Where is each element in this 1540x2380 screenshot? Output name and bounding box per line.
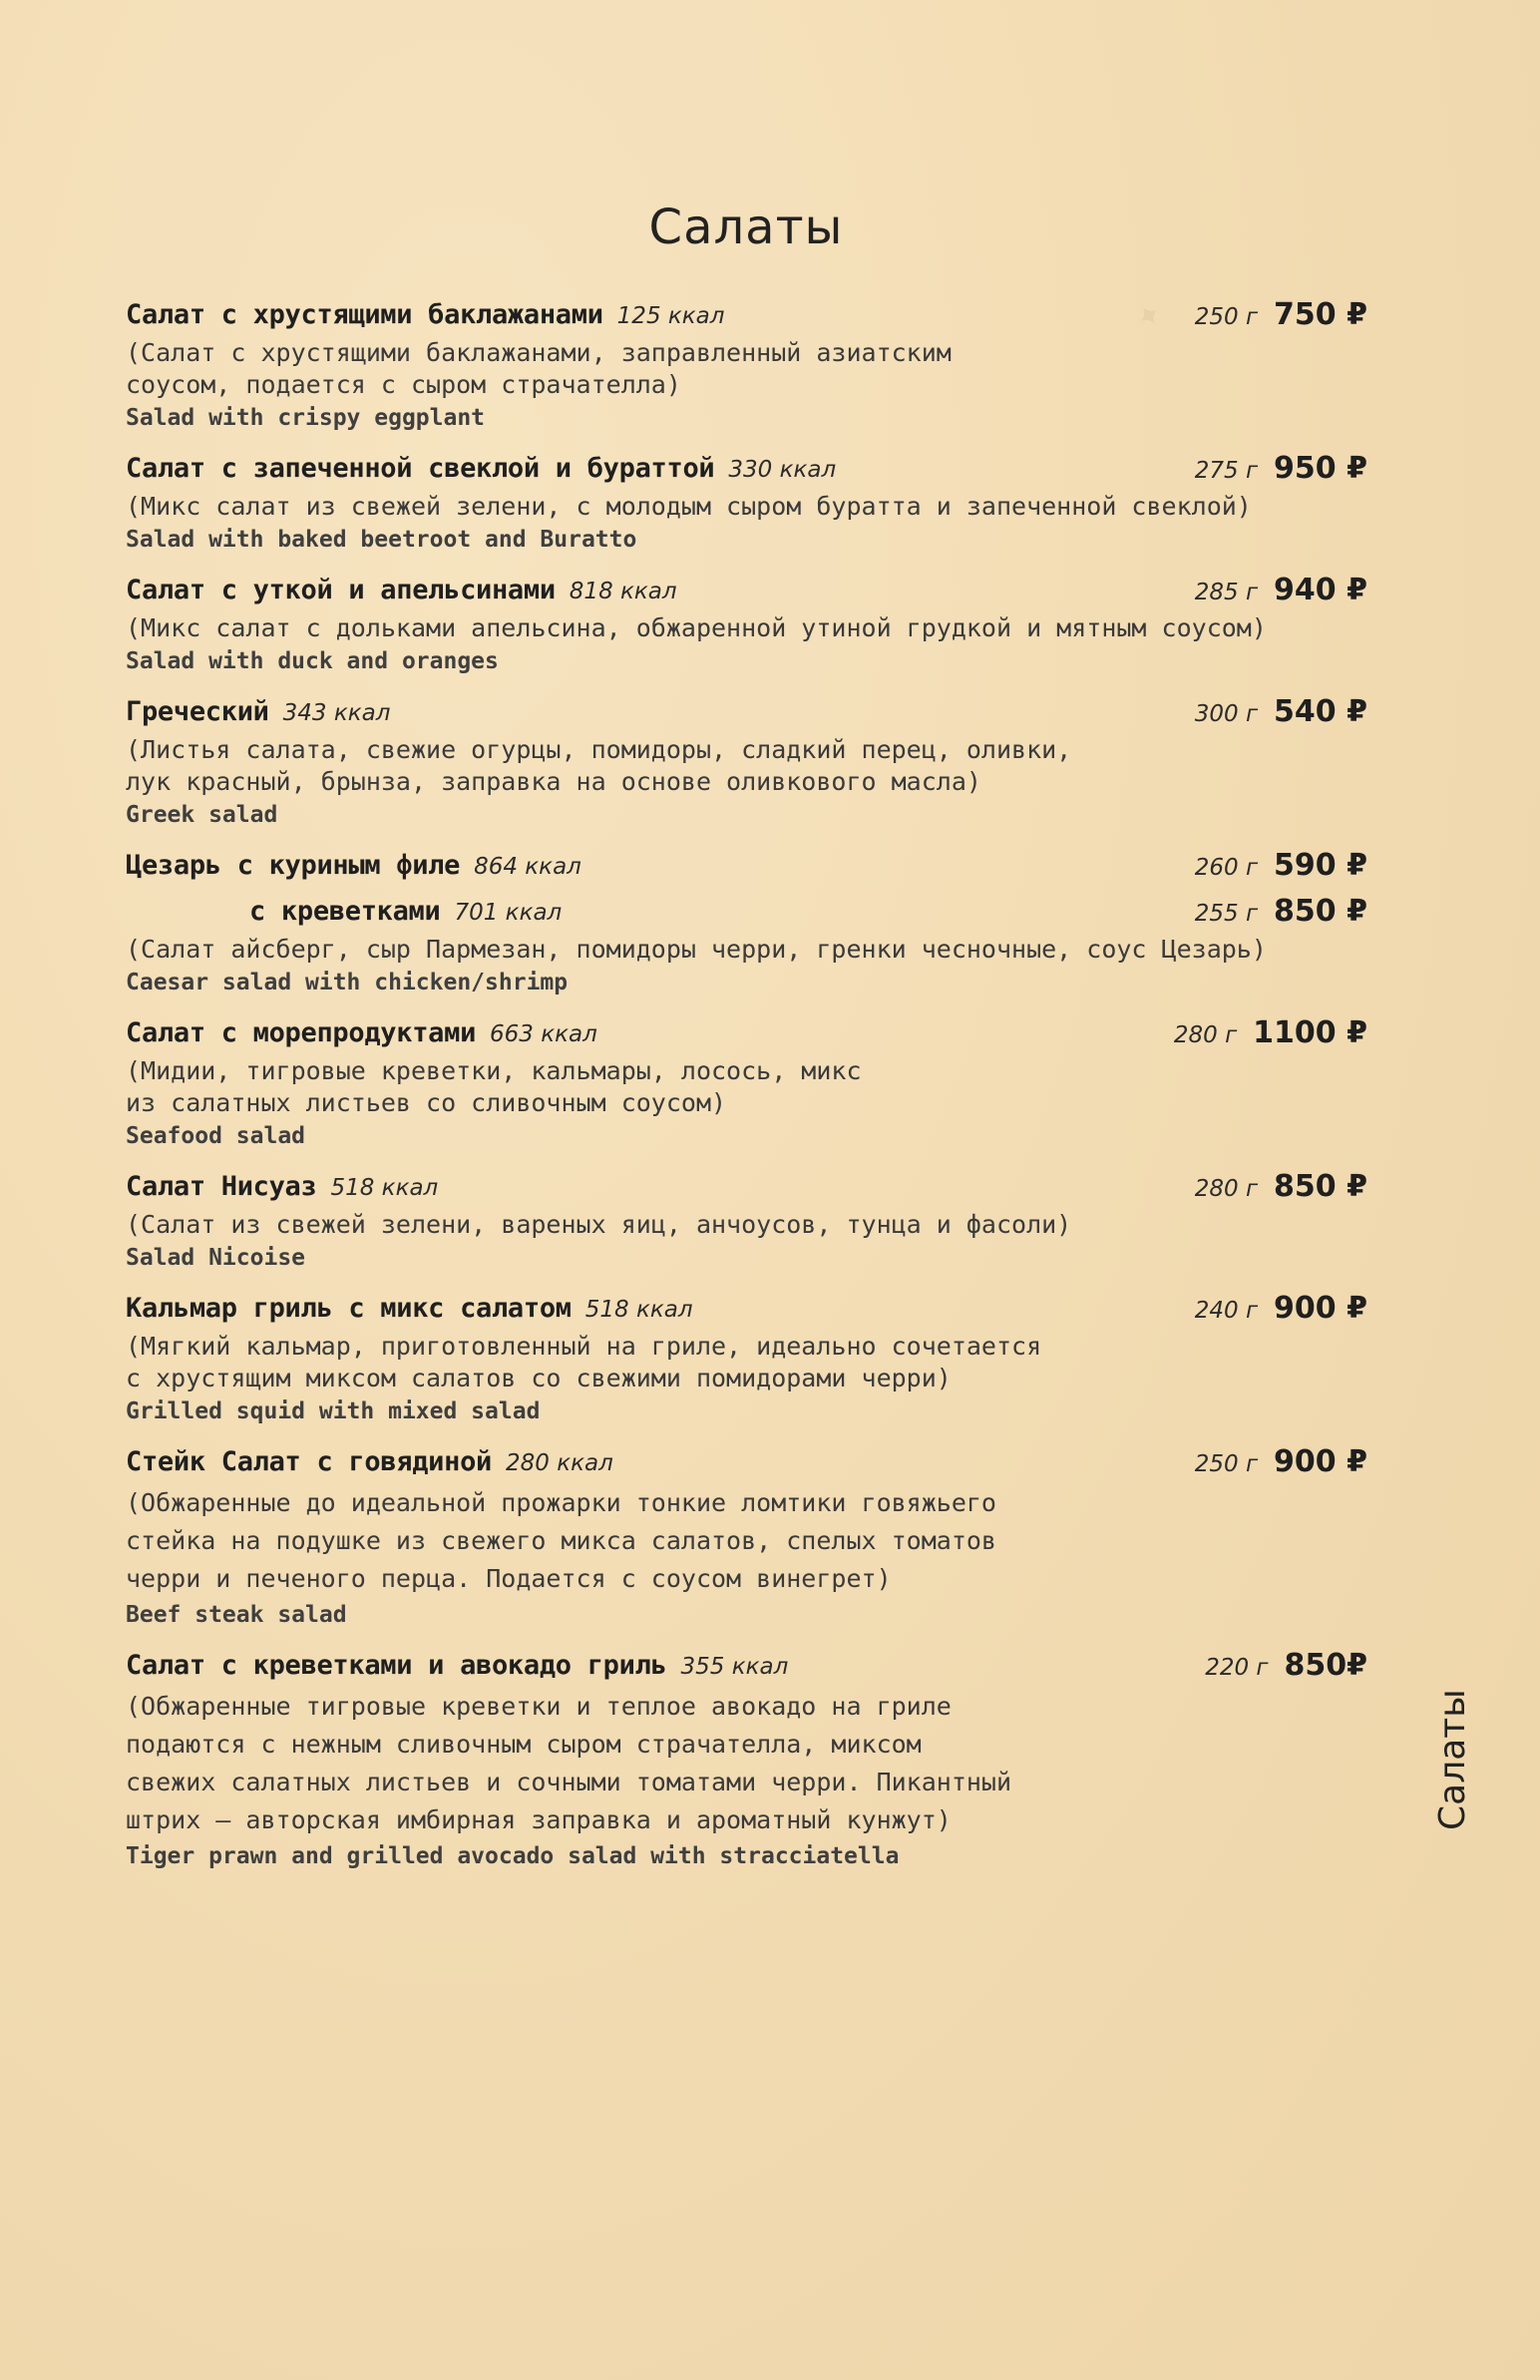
- item-name: Салат с запеченной свеклой и бураттой: [126, 453, 715, 484]
- item-kcal: 518 ккал: [330, 1175, 439, 1201]
- item-price: 850₽: [1284, 1648, 1367, 1683]
- item-weight: 250 г: [1194, 304, 1259, 330]
- item-kcal: 663 ккал: [490, 1021, 597, 1047]
- item-english-name: Salad Nicoise: [126, 1245, 306, 1271]
- item-description: (Салат из свежей зелени, вареных яиц, анчоусов, тунца и фасоли): [126, 1210, 1072, 1239]
- item-english-name: Salad with crispy eggplant: [126, 405, 486, 431]
- item-name: Салат Нисуаз: [126, 1171, 317, 1202]
- item-weight: 285 г: [1194, 580, 1259, 605]
- item-price: 900 ₽: [1274, 1291, 1367, 1326]
- item-description: (Листья салата, свежие огурцы, помидоры, сладкий перец, оливки, лук красный, брынза, заправка на основе оливкового масла): [126, 735, 1072, 796]
- item-weight: 280 г: [1173, 1022, 1238, 1048]
- menu-item: [126, 1013, 1367, 1153]
- item-kcal: 355 ккал: [680, 1654, 789, 1680]
- item-description: (Обжаренные тигровые креветки и теплое авокадо на гриле подаются с нежным сливочным сыром страчателла, миксом свежих салатных листьев и сочными томатами черри. Пикантный штрих — авторская имбирная заправка и ароматный кунжут): [126, 1692, 1012, 1834]
- item-english-name: Beef steak salad: [126, 1602, 347, 1628]
- item-description: (Микс салат с дольками апельсина, обжаренной утиной грудкой и мятным соусом): [126, 613, 1267, 642]
- item-price: 1100 ₽: [1253, 1015, 1367, 1050]
- menu-item: [126, 1167, 1367, 1275]
- menu-item: [126, 1442, 1367, 1632]
- item-description: (Салат с хрустящими баклажанами, заправленный азиатским соусом, подается с сыром страчателла): [126, 338, 952, 399]
- item-weight: 280 г: [1194, 1176, 1259, 1202]
- item-weight: 240 г: [1194, 1298, 1259, 1324]
- item-description: (Салат айсберг, сыр Пармезан, помидоры черри, гренки чесночные, соус Цезарь): [126, 935, 1267, 964]
- item-name: Салат с морепродуктами: [126, 1017, 477, 1048]
- item-weight: 260 г: [1194, 855, 1259, 881]
- item-variant-kcal: 701 ккал: [454, 900, 563, 926]
- item-english-name: Tiger prawn and grilled avocado salad with stracciatella: [126, 1843, 900, 1869]
- item-name: Стейк Салат с говядиной: [126, 1446, 492, 1477]
- item-price: 950 ₽: [1274, 451, 1367, 486]
- item-english-name: Greek salad: [126, 802, 278, 828]
- item-variant-price: 850 ₽: [1274, 894, 1367, 929]
- menu-item: [126, 571, 1367, 678]
- item-name: Салат с креветками и авокадо гриль: [126, 1650, 667, 1681]
- item-variant-weight: 255 г: [1194, 901, 1259, 927]
- menu-item: [126, 295, 1367, 435]
- watermark: ✦: [1129, 294, 1170, 339]
- item-weight: 300 г: [1194, 701, 1259, 727]
- menu-list: [126, 295, 1367, 1887]
- item-weight: 250 г: [1194, 1451, 1259, 1477]
- item-name: Салат с хрустящими баклажанами: [126, 299, 603, 330]
- item-kcal: 280 ккал: [505, 1450, 613, 1476]
- item-price: 850 ₽: [1274, 1169, 1367, 1204]
- menu-item: [126, 1646, 1367, 1873]
- item-kcal: 330 ккал: [728, 457, 837, 483]
- item-price: 750 ₽: [1274, 297, 1367, 332]
- menu-item: [126, 1289, 1367, 1428]
- item-weight: 275 г: [1194, 458, 1259, 484]
- item-english-name: Salad with duck and oranges: [126, 648, 499, 674]
- item-kcal: 343 ккал: [282, 700, 391, 726]
- item-variant-row: [126, 892, 1367, 932]
- item-name: Греческий: [126, 696, 269, 727]
- item-description: (Микс салат из свежей зелени, с молодым сыром буратта и запеченной свеклой): [126, 492, 1252, 521]
- item-kcal: 864 ккал: [474, 854, 581, 880]
- item-price: 540 ₽: [1274, 694, 1367, 729]
- item-price: 900 ₽: [1274, 1444, 1367, 1479]
- item-kcal: 818 ккал: [569, 579, 677, 604]
- item-kcal: 125 ккал: [616, 303, 725, 329]
- item-price: 940 ₽: [1274, 573, 1367, 607]
- item-name: Кальмар гриль с микс салатом: [126, 1293, 572, 1324]
- menu-item: [126, 692, 1367, 832]
- section-side-label: Салаты: [1432, 1689, 1473, 1830]
- item-description: (Обжаренные до идеальной прожарки тонкие ломтики говяжьего стейка на подушке из свежего микса салатов, спелых томатов черри и печеного перца. Подается с соусом винегрет): [126, 1488, 996, 1593]
- item-english-name: Caesar salad with chicken/shrimp: [126, 970, 569, 995]
- page-title: Салаты: [648, 199, 844, 255]
- item-description: (Мидии, тигровые креветки, кальмары, лосось, микс из салатных листьев со сливочным соусом): [126, 1056, 862, 1117]
- item-name: Салат с уткой и апельсинами: [126, 575, 556, 605]
- menu-item: [126, 846, 1367, 999]
- item-description: (Мягкий кальмар, приготовленный на гриле, идеально сочетается с хрустящим миксом салатов со свежими помидорами черри): [126, 1332, 1042, 1392]
- item-name: Цезарь с куриным филе: [126, 850, 461, 881]
- menu-item: [126, 449, 1367, 557]
- item-variant-name: с креветками: [249, 896, 441, 927]
- item-english-name: Grilled squid with mixed salad: [126, 1398, 541, 1424]
- item-weight: 220 г: [1205, 1655, 1269, 1681]
- item-english-name: Salad with baked beetroot and Buratto: [126, 527, 637, 553]
- item-kcal: 518 ккал: [584, 1297, 693, 1323]
- item-price: 590 ₽: [1274, 848, 1367, 883]
- item-english-name: Seafood salad: [126, 1123, 306, 1149]
